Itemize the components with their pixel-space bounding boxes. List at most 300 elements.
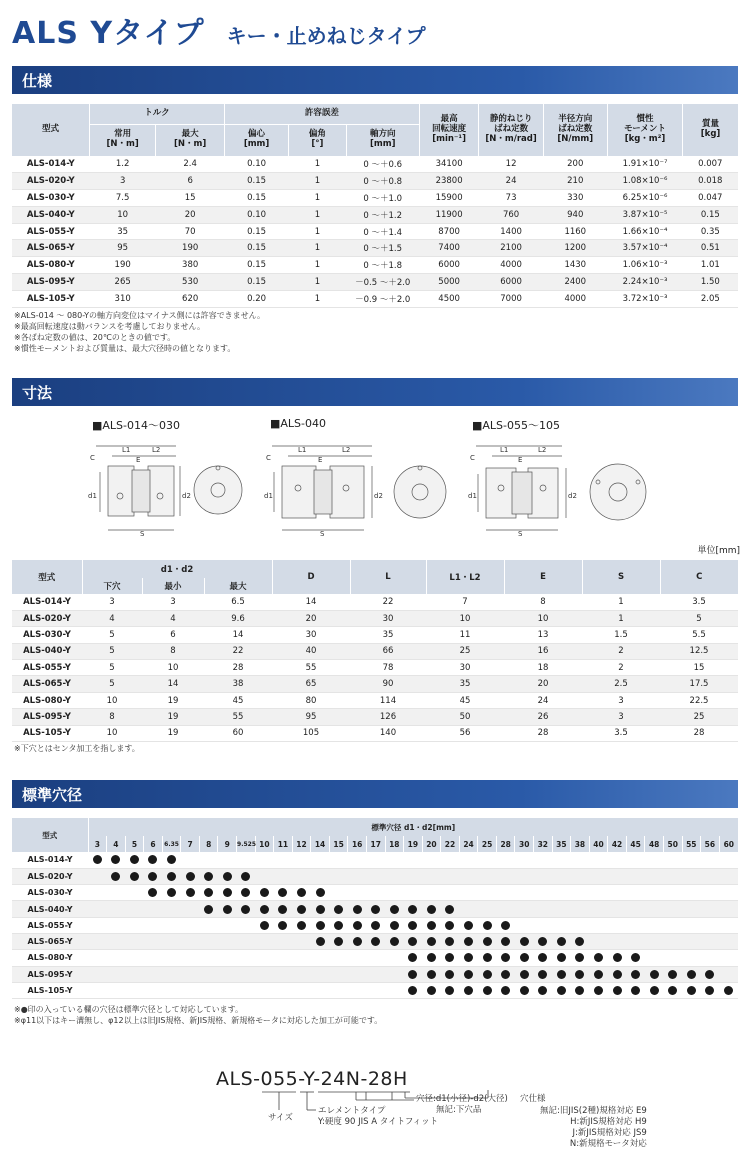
spec-cell: 0 ～＋0.6 (346, 156, 419, 173)
bore-cell (534, 982, 553, 998)
bore-cell (571, 966, 590, 982)
bore-size-header: 14 (311, 836, 330, 852)
bore-cell (274, 933, 293, 949)
bore-cell (645, 950, 664, 966)
bore-cell (682, 852, 701, 868)
dims-cell: 11 (426, 627, 504, 643)
spec-cell: 200 (543, 156, 607, 173)
spec-cell: 2.24×10⁻³ (607, 274, 682, 291)
section-title-spec: 仕様 (22, 72, 53, 90)
spec-cell: 1 (289, 223, 347, 240)
bore-row (12, 917, 738, 933)
standard-bore-dot-icon (408, 905, 417, 914)
dims-cell: 22 (350, 594, 426, 610)
standard-bore-dot-icon (520, 970, 529, 979)
dims-row (12, 676, 738, 692)
dims-cell: 26 (504, 709, 582, 725)
bore-cell (274, 885, 293, 901)
dims-row (12, 643, 738, 659)
bore-cell (478, 868, 497, 884)
bore-row (12, 950, 738, 966)
bore-cell (255, 917, 274, 933)
svg-text:d2: d2 (182, 492, 191, 500)
spec-row (12, 223, 738, 240)
spec-cell: 0.15 (224, 173, 288, 190)
bore-row (12, 966, 738, 982)
bore-cell (663, 966, 682, 982)
standard-bore-dot-icon (501, 937, 510, 946)
bore-cell (515, 885, 534, 901)
standard-bore-dot-icon (520, 986, 529, 995)
bore-size-header: 9 (218, 836, 237, 852)
bore-cell (255, 982, 274, 998)
bore-cell (478, 966, 497, 982)
bore-cell (366, 950, 385, 966)
code-element-label: エレメントタイプ (318, 1106, 386, 1116)
svg-text:d1: d1 (468, 492, 477, 500)
spec-cell: 330 (543, 190, 607, 207)
bore-cell (571, 852, 590, 868)
standard-bore-dot-icon (594, 970, 603, 979)
dims-cell: 24 (504, 692, 582, 708)
dims-cell: 4 (142, 610, 204, 626)
dims-cell: 15 (660, 660, 738, 676)
bore-row (12, 933, 738, 949)
svg-text:L2: L2 (538, 446, 547, 454)
bore-cell (385, 885, 404, 901)
standard-bore-dot-icon (204, 888, 213, 897)
dims-cell: 14 (272, 594, 350, 610)
bore-cell (552, 933, 571, 949)
dims-header-S: S (582, 560, 660, 594)
section-bar-spec (12, 66, 738, 94)
code-spec-label: 穴仕様 (520, 1094, 546, 1104)
spec-cell: 0.20 (224, 290, 288, 307)
bore-cell-model: ALS-105-Y (12, 982, 88, 998)
bore-cell (329, 982, 348, 998)
spec-cell: 265 (89, 274, 155, 291)
bore-cell (218, 901, 237, 917)
bore-cell (125, 933, 144, 949)
spec-cell: 1400 (479, 223, 543, 240)
bore-cell (366, 852, 385, 868)
bore-cell (274, 982, 293, 998)
bore-cell (663, 868, 682, 884)
dims-row (12, 610, 738, 626)
bore-cell (107, 933, 126, 949)
standard-bore-dot-icon (631, 970, 640, 979)
spec-cell: 6 (156, 173, 225, 190)
bore-cell (478, 852, 497, 868)
bore-cell (181, 933, 200, 949)
bore-cell (534, 885, 553, 901)
dims-row (12, 725, 738, 741)
coupling-drawing-medium (262, 438, 457, 538)
bore-size-header: 60 (719, 836, 738, 852)
standard-bore-dot-icon (260, 921, 269, 930)
dims-cell: 3 (82, 594, 142, 610)
bore-cell (589, 966, 608, 982)
spec-cell: 940 (543, 206, 607, 223)
dims-cell: 5.5 (660, 627, 738, 643)
bore-cell (422, 982, 441, 998)
bore-cell (107, 950, 126, 966)
standard-bore-dot-icon (390, 921, 399, 930)
bore-cell (366, 868, 385, 884)
spec-cell: 1200 (543, 240, 607, 257)
bore-cell (682, 868, 701, 884)
standard-bore-dot-icon (408, 986, 417, 995)
code-element-desc: Y:硬度 90 JIS A タイトフィット (318, 1117, 439, 1127)
spec-cell: 1 (289, 156, 347, 173)
bore-cell (329, 868, 348, 884)
bore-cell (534, 966, 553, 982)
bore-cell (663, 852, 682, 868)
bore-cell (199, 933, 218, 949)
spec-cell: 1160 (543, 223, 607, 240)
bore-cell (125, 868, 144, 884)
standard-bore-dot-icon (501, 986, 510, 995)
dims-cell: 38 (204, 676, 272, 692)
bore-cell (144, 933, 163, 949)
svg-text:E: E (136, 456, 141, 464)
dims-cell: 105 (272, 725, 350, 741)
standard-bore-dot-icon (278, 888, 287, 897)
spec-row (12, 156, 738, 173)
spec-header-max: 最大 [N・m] (156, 124, 225, 156)
dims-row (12, 692, 738, 708)
bore-size-header: 3 (88, 836, 107, 852)
dims-cell: 22 (204, 643, 272, 659)
bore-size-header: 20 (422, 836, 441, 852)
bore-cell (682, 950, 701, 966)
spec-header-torsion: 静的ねじり ばね定数 [N・m/rad] (479, 104, 543, 156)
dims-header-L: L (350, 560, 426, 594)
standard-bore-dot-icon (631, 986, 640, 995)
dims-cell: 8 (82, 709, 142, 725)
bore-cell (552, 885, 571, 901)
bore-cell (144, 868, 163, 884)
bore-cell (515, 868, 534, 884)
spec-cell: 3 (89, 173, 155, 190)
standard-bore-dot-icon (130, 855, 139, 864)
standard-bore-dot-icon (427, 953, 436, 962)
spec-cell: 6.25×10⁻⁶ (607, 190, 682, 207)
standard-bore-dot-icon (538, 937, 547, 946)
section-bar-dims (12, 378, 738, 406)
spec-cell: 620 (156, 290, 225, 307)
standard-bore-dot-icon (353, 937, 362, 946)
bore-cell (515, 950, 534, 966)
svg-text:L2: L2 (152, 446, 161, 454)
dims-cell: 10 (142, 660, 204, 676)
dims-cell-model: ALS-030-Y (12, 627, 82, 643)
bore-cell (719, 901, 738, 917)
spec-cell: 1 (289, 173, 347, 190)
bore-cell (404, 917, 423, 933)
svg-text:C: C (266, 454, 271, 462)
bore-size-header: 7 (181, 836, 200, 852)
spec-cell: 1 (289, 190, 347, 207)
spec-cell: 8700 (419, 223, 479, 240)
bore-cell (181, 868, 200, 884)
bore-cell (237, 868, 256, 884)
bore-cell (218, 966, 237, 982)
bore-row (12, 901, 738, 917)
standard-bore-dot-icon (316, 937, 325, 946)
standard-bore-dot-icon (445, 970, 454, 979)
bore-cell (255, 901, 274, 917)
bore-cell (385, 966, 404, 982)
standard-bore-dot-icon (575, 937, 584, 946)
standard-bore-dot-icon (353, 905, 362, 914)
standard-bore-dot-icon (334, 921, 343, 930)
drawing-label-014-030: ■ALS-014～030 (92, 419, 180, 432)
bore-cell-model: ALS-040-Y (12, 901, 88, 917)
bore-cell (719, 933, 738, 949)
bore-cell (459, 933, 478, 949)
standard-bore-dot-icon (371, 921, 380, 930)
bore-cell (534, 868, 553, 884)
dims-cell: 5 (82, 676, 142, 692)
bore-cell (255, 950, 274, 966)
standard-bore-dot-icon (148, 872, 157, 881)
bore-cell (125, 901, 144, 917)
bore-cell (274, 950, 293, 966)
bore-cell (589, 852, 608, 868)
standard-bore-dot-icon (705, 970, 714, 979)
bore-cell (107, 868, 126, 884)
standard-bore-dot-icon (241, 905, 250, 914)
standard-bore-dot-icon (111, 855, 120, 864)
standard-bore-dot-icon (557, 970, 566, 979)
bore-cell (144, 966, 163, 982)
bore-cell (237, 901, 256, 917)
bore-cell (144, 950, 163, 966)
code-spec-option: 無記:旧JIS(2種)規格対応 E9 (540, 1106, 647, 1116)
bore-cell-model: ALS-020-Y (12, 868, 88, 884)
bore-cell (682, 917, 701, 933)
spec-cell: 0.10 (224, 206, 288, 223)
svg-text:S: S (518, 530, 523, 538)
standard-bore-dot-icon (390, 905, 399, 914)
spec-cell: 3.57×10⁻⁴ (607, 240, 682, 257)
standard-bore-dot-icon (483, 921, 492, 930)
dims-cell: 30 (426, 660, 504, 676)
code-bore-label: 穴径:d1(小径)-d2(大径) (416, 1094, 508, 1104)
spec-cell: 20 (156, 206, 225, 223)
spec-cell: 5000 (419, 274, 479, 291)
dims-cell: 10 (504, 610, 582, 626)
standard-bore-dot-icon (427, 986, 436, 995)
bore-cell (626, 966, 645, 982)
bore-cell (237, 966, 256, 982)
standard-bore-dot-icon (575, 970, 584, 979)
bore-cell (329, 917, 348, 933)
dims-note: ※下穴とはセンタ加工を指します。 (14, 744, 140, 753)
dims-cell: 140 (350, 725, 426, 741)
standard-bore-dot-icon (668, 986, 677, 995)
spec-cell: 0.15 (224, 257, 288, 274)
bore-cell (552, 852, 571, 868)
bore-cell (292, 885, 311, 901)
bore-cell (311, 950, 330, 966)
bore-cell (552, 982, 571, 998)
bore-cell (496, 852, 515, 868)
bore-size-header: 6.35 (162, 836, 181, 852)
bore-cell (311, 982, 330, 998)
svg-text:d1: d1 (264, 492, 273, 500)
bore-cell (478, 885, 497, 901)
bore-cell (366, 917, 385, 933)
bore-size-header: 17 (366, 836, 385, 852)
bore-cell (88, 950, 107, 966)
bore-cell (237, 950, 256, 966)
bore-cell (626, 901, 645, 917)
bore-cell (701, 885, 720, 901)
bore-cell (255, 933, 274, 949)
bore-cell (385, 982, 404, 998)
dims-cell: 20 (504, 676, 582, 692)
bore-cell-model: ALS-095-Y (12, 966, 88, 982)
bore-size-header: 30 (515, 836, 534, 852)
standard-bore-dot-icon (278, 921, 287, 930)
bore-cell (422, 852, 441, 868)
spec-note: ※各ばね定数の値は、20℃のときの値です。 (14, 333, 176, 342)
bore-cell (162, 950, 181, 966)
bore-cell (255, 868, 274, 884)
dims-cell: 13 (504, 627, 582, 643)
bore-size-header: 25 (478, 836, 497, 852)
bore-cell (478, 950, 497, 966)
dims-cell: 10 (82, 692, 142, 708)
standard-bore-dot-icon (186, 872, 195, 881)
spec-cell: 2.05 (683, 290, 738, 307)
spec-cell: 0 ～＋1.0 (346, 190, 419, 207)
svg-text:S: S (140, 530, 145, 538)
dims-cell: 12.5 (660, 643, 738, 659)
standard-bore-dot-icon (464, 953, 473, 962)
bore-cell (125, 950, 144, 966)
bore-cell (366, 966, 385, 982)
standard-bore-dot-icon (650, 970, 659, 979)
bore-cell (534, 852, 553, 868)
dims-cell: 30 (272, 627, 350, 643)
bore-cell (534, 901, 553, 917)
bore-header-sizes: 標準穴径 d1・d2[mm] (88, 818, 738, 836)
standard-bore-dot-icon (445, 921, 454, 930)
standard-bore-dot-icon (594, 953, 603, 962)
svg-text:L2: L2 (342, 446, 351, 454)
bore-cell (663, 917, 682, 933)
bore-cell (404, 950, 423, 966)
spec-header-angular: 偏角 [°] (289, 124, 347, 156)
bore-cell (589, 982, 608, 998)
bore-cell (88, 982, 107, 998)
bore-cell (663, 901, 682, 917)
bore-cell (274, 868, 293, 884)
dims-cell: 5 (82, 660, 142, 676)
spec-cell: 7400 (419, 240, 479, 257)
bore-cell (645, 901, 664, 917)
standard-bore-dot-icon (538, 970, 547, 979)
dims-row (12, 709, 738, 725)
bore-row (12, 852, 738, 868)
bore-cell (199, 885, 218, 901)
dims-header-d1d2: d1・d2 (82, 560, 272, 578)
section-bar-bore (12, 780, 738, 808)
bore-row (12, 868, 738, 884)
bore-cell (422, 966, 441, 982)
bore-cell (199, 966, 218, 982)
standard-bore-dot-icon (278, 905, 287, 914)
bore-cell (311, 901, 330, 917)
bore-cell (571, 917, 590, 933)
standard-bore-dot-icon (613, 970, 622, 979)
coupling-drawing-large (466, 438, 666, 538)
spec-cell: 1 (289, 290, 347, 307)
spec-cell: 70 (156, 223, 225, 240)
bore-cell (626, 885, 645, 901)
bore-cell (348, 901, 367, 917)
bore-cell (199, 950, 218, 966)
bore-cell (366, 933, 385, 949)
dims-cell: 28 (204, 660, 272, 676)
bore-cell (701, 868, 720, 884)
bore-cell (589, 868, 608, 884)
standard-bore-dot-icon (483, 986, 492, 995)
bore-cell (199, 868, 218, 884)
spec-note: ※最高回転速度は動バランスを考慮しておりません。 (14, 322, 205, 331)
dims-cell: 8 (504, 594, 582, 610)
spec-row (12, 257, 738, 274)
standard-bore-dot-icon (241, 888, 250, 897)
bore-cell (404, 868, 423, 884)
standard-bore-dot-icon (445, 905, 454, 914)
standard-bore-dot-icon (223, 872, 232, 881)
spec-cell: 190 (156, 240, 225, 257)
bore-cell (422, 933, 441, 949)
bore-cell (348, 885, 367, 901)
bore-cell (701, 917, 720, 933)
bore-cell (404, 885, 423, 901)
bore-cell (478, 901, 497, 917)
dims-cell-model: ALS-014-Y (12, 594, 82, 610)
dims-cell: 40 (272, 643, 350, 659)
svg-text:E: E (518, 456, 523, 464)
bore-cell (107, 917, 126, 933)
bore-cell (608, 933, 627, 949)
spec-header-mass: 質量 [kg] (683, 104, 738, 156)
dims-cell: 56 (426, 725, 504, 741)
spec-cell: 1.2 (89, 156, 155, 173)
bore-cell (311, 885, 330, 901)
spec-notes (14, 310, 265, 354)
bore-size-header: 45 (626, 836, 645, 852)
dims-cell: 50 (426, 709, 504, 725)
bore-cell (162, 966, 181, 982)
spec-cell: 24 (479, 173, 543, 190)
dims-cell: 28 (660, 725, 738, 741)
dims-cell: 95 (272, 709, 350, 725)
spec-cell: 4000 (479, 257, 543, 274)
bore-cell (348, 933, 367, 949)
dims-header-max: 最大 (204, 578, 272, 594)
dims-cell: 3.5 (660, 594, 738, 610)
bore-cell (682, 933, 701, 949)
dims-header-L1L2: L1・L2 (426, 560, 504, 594)
bore-cell (515, 933, 534, 949)
